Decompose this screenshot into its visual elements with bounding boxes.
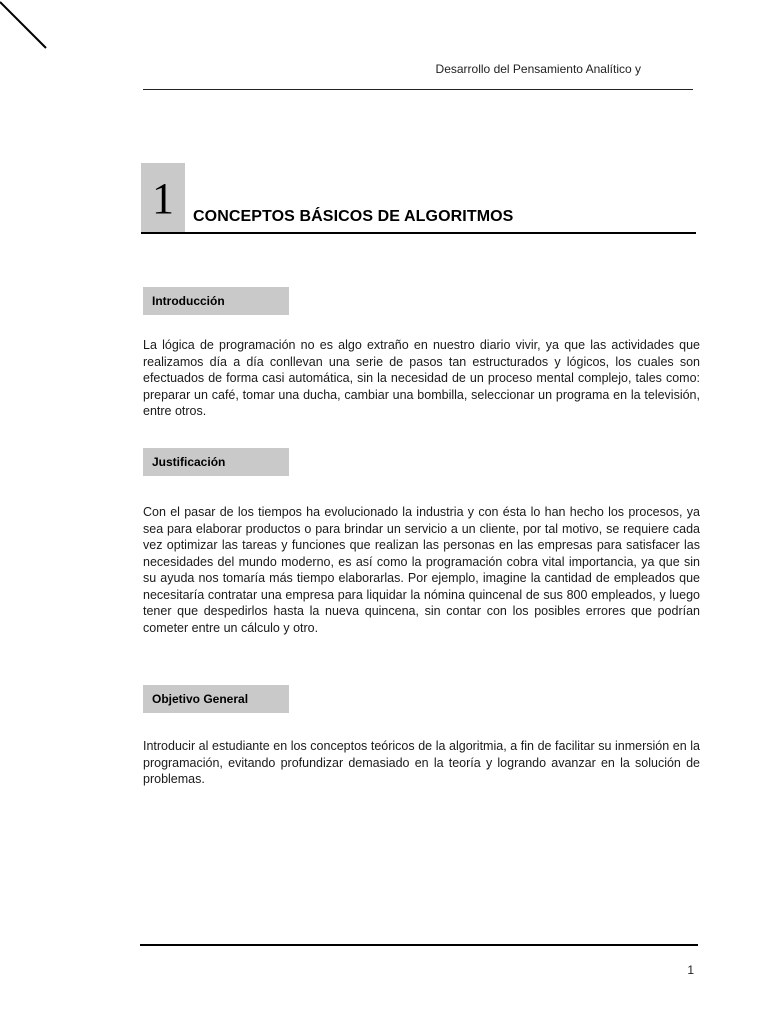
chapter-title: CONCEPTOS BÁSICOS DE ALGORITMOS (193, 208, 514, 225)
chapter-number: 1 (152, 174, 174, 223)
paragraph-justificacion: Con el pasar de los tiempos ha evolucionado la industria y con ésta lo han hecho los procesos, ya sea para elaborar productos o para brindar un servicio a un cliente, por tal motivo, se requiere cada vez optimizar las tareas y funciones que realizan las personas en las empresas para satisfacer las necesidades del mundo moderno, es así como la programación cobra vital importancia, ya que sin su ayuda nos tomaría más tiempo elaborarlas. Por ejemplo, imagine la cantidad de empleados que necesitaría contratar una empresa para liquidar la nómina quincenal de sus 800 empleados, y luego tener que despedirlos hasta la nueva quincena, sin contar con los posibles errores que podrían cometer entre un cálculo y otro. (143, 505, 700, 635)
footer-rule (140, 944, 698, 946)
chapter-number-box (141, 163, 185, 233)
section-label-justificacion: Justificación (143, 448, 289, 476)
chapter-rule (141, 232, 696, 234)
corner-diagonal-line (0, 0, 48, 50)
section-label-objetivo-general: Objetivo General (143, 685, 289, 713)
section-label-introduccion: Introducción (143, 287, 289, 315)
running-header: Desarrollo del Pensamiento Analítico y (435, 62, 641, 76)
header-rule (143, 89, 693, 90)
page-number: 1 (687, 963, 694, 977)
paragraph-objetivo-general: Introducir al estudiante en los conceptos teóricos de la algoritmia, a fin de facilitar su inmersión en la programación, evitando profundizar demasiado en la teoría y logrando avanzar en la solución de problemas. (143, 739, 700, 786)
paragraph-introduccion: La lógica de programación no es algo extraño en nuestro diario vivir, ya que las actividades que realizamos día a día conllevan una serie de pasos tan estructurados y lógicos, los cuales son efectuados de forma casi automática, sin la necesidad de un proceso mental complejo, tales como: preparar un café, tomar una ducha, cambiar una bombilla, seleccionar un programa en la televisión, entre otros. (143, 338, 700, 418)
